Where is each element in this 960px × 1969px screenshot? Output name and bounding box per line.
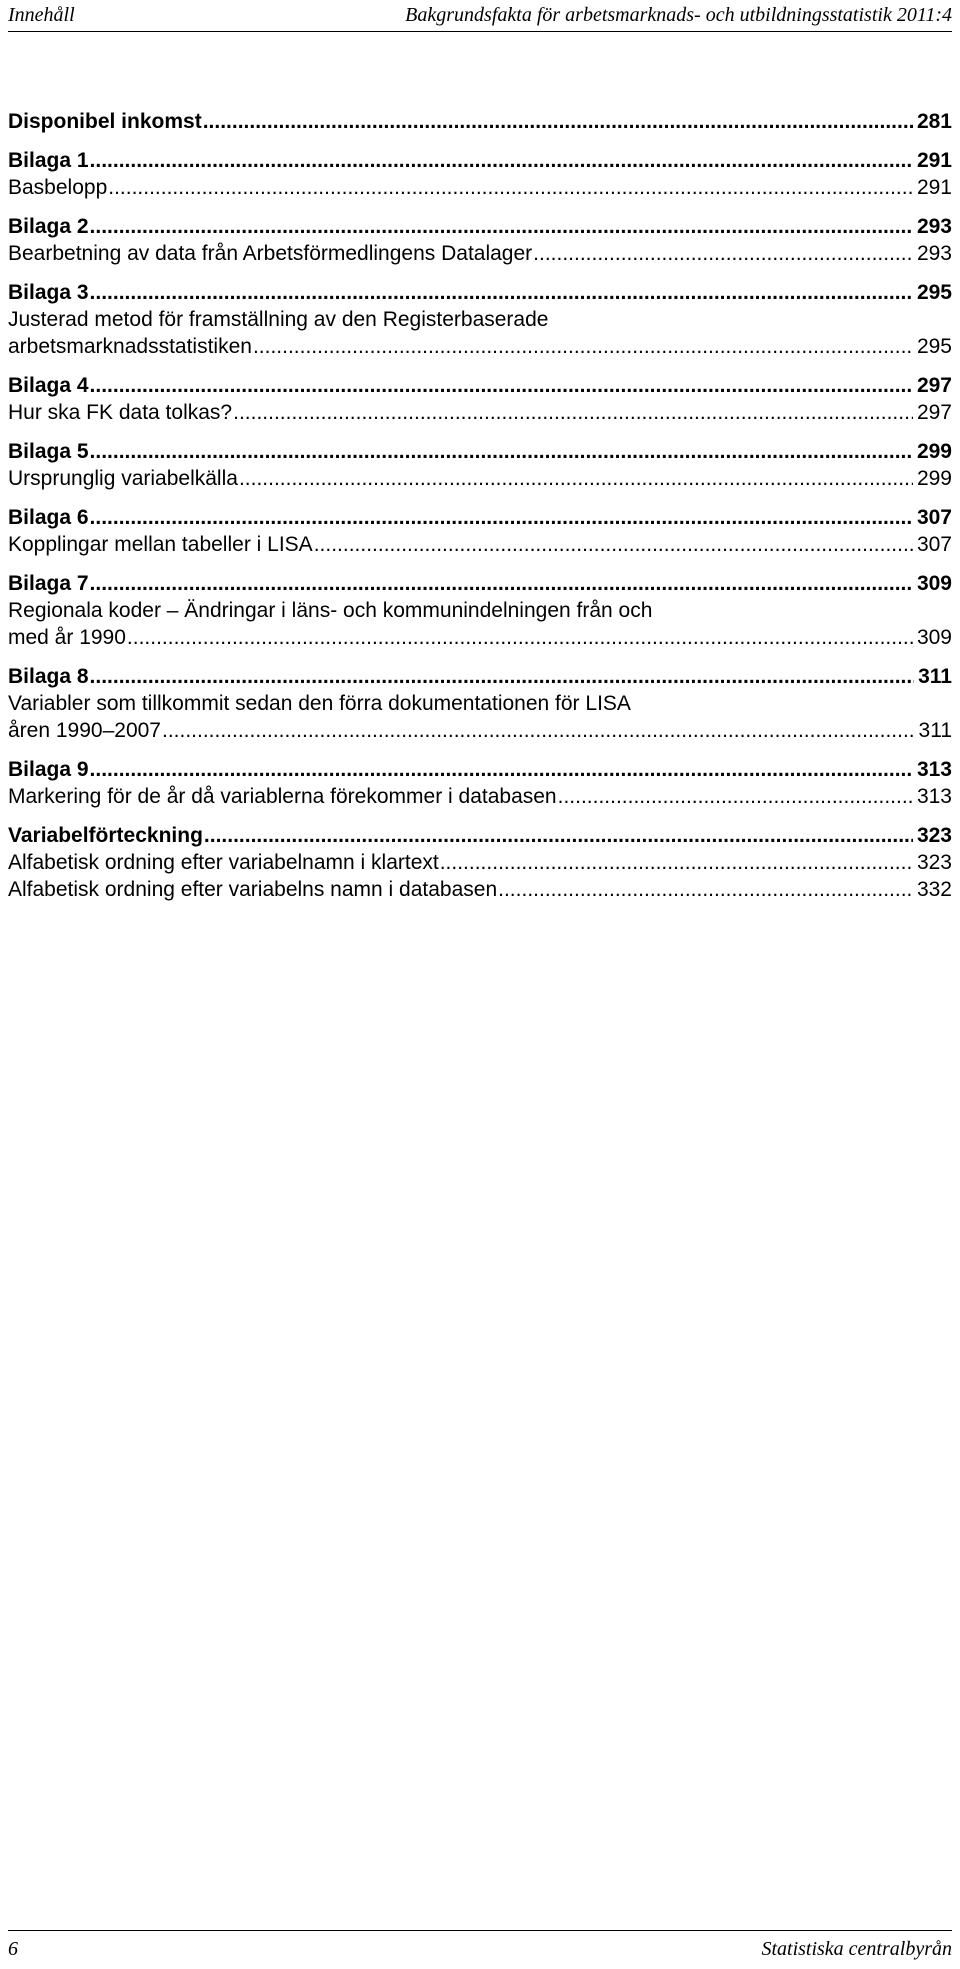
toc-entry-title-line[interactable]: Justerad metod för framställning av den Registerbaserade xyxy=(8,308,549,331)
table-of-contents xyxy=(8,108,952,903)
toc-entry-page: 293 xyxy=(913,240,952,267)
toc-entry-page: 299 xyxy=(913,465,952,492)
toc-entry[interactable] xyxy=(8,663,952,690)
toc-entry-page: 291 xyxy=(913,147,952,174)
toc-entry-title: arbetsmarknadsstatistiken ..... xyxy=(8,335,253,358)
toc-entry-title: åren 1990–2007 ..... xyxy=(8,719,162,742)
page-number: 6 xyxy=(8,1938,18,1960)
toc-entry[interactable] xyxy=(8,174,952,201)
toc-entry[interactable] xyxy=(8,756,952,783)
toc-entry-page: 307 xyxy=(913,531,952,558)
toc-entry-page: 295 xyxy=(913,333,952,360)
toc-entry-title: Variabelförteckning ..... xyxy=(8,824,204,847)
toc-entry-title: Bilaga 4 ..... xyxy=(8,374,90,397)
toc-entry[interactable] xyxy=(8,783,952,810)
toc-entry[interactable] xyxy=(8,240,952,267)
toc-entry-title: Bilaga 9 ..... xyxy=(8,758,90,781)
toc-entry[interactable] xyxy=(8,399,952,426)
toc-entry-title-line[interactable]: Regionala koder – Ändringar i läns- och kommunindelningen från och xyxy=(8,599,653,622)
header-publication-title: Bakgrundsfakta för arbetsmarknads- och utbildningsstatistik 2011:4 xyxy=(405,4,952,26)
toc-entry[interactable] xyxy=(8,147,952,174)
toc-entry-page: 295 xyxy=(913,279,952,306)
toc-entry-title: Hur ska FK data tolkas? ..... xyxy=(8,401,233,424)
toc-entry-page: 293 xyxy=(913,213,952,240)
page-footer xyxy=(8,1930,952,1962)
toc-entry-page: 297 xyxy=(913,372,952,399)
toc-entry[interactable] xyxy=(8,213,952,240)
toc-entry-title: Kopplingar mellan tabeller i LISA ..... xyxy=(8,533,314,556)
toc-entry[interactable] xyxy=(8,108,952,135)
toc-entry-page: 323 xyxy=(913,822,952,849)
toc-entry[interactable] xyxy=(8,717,952,744)
toc-entry-page: 281 xyxy=(913,108,952,135)
toc-entry-page: 313 xyxy=(913,783,952,810)
toc-entry-page: 332 xyxy=(913,876,952,903)
toc-entry-title: Bilaga 8 ..... xyxy=(8,665,90,688)
toc-entry-page: 307 xyxy=(913,504,952,531)
toc-entry[interactable] xyxy=(8,438,952,465)
header-section-title: Innehåll xyxy=(8,4,75,26)
publisher-name: Statistiska centralbyrån xyxy=(761,1938,952,1960)
toc-entry-page: 313 xyxy=(913,756,952,783)
toc-entry-title: Alfabetisk ordning efter variabelnamn i klartext ..... xyxy=(8,851,440,874)
toc-entry[interactable] xyxy=(8,531,952,558)
toc-entry[interactable] xyxy=(8,504,952,531)
toc-entry-title-line[interactable]: Variabler som tillkommit sedan den förra dokumentationen för LISA xyxy=(8,692,631,715)
page-header xyxy=(8,2,952,32)
toc-entry[interactable] xyxy=(8,372,952,399)
toc-entry[interactable] xyxy=(8,849,952,876)
header-rule xyxy=(8,31,952,32)
toc-entry-title: Bilaga 3 ..... xyxy=(8,281,90,304)
toc-entry-title: Bearbetning av data från Arbetsförmedlingens Datalager ..... xyxy=(8,242,533,265)
toc-entry-title: Disponibel inkomst ..... xyxy=(8,110,203,133)
toc-entry-page: 311 xyxy=(915,717,952,744)
toc-entry-title: Bilaga 5 ..... xyxy=(8,440,90,463)
toc-entry-title: Bilaga 7 ..... xyxy=(8,572,90,595)
footer-rule xyxy=(8,1930,952,1931)
toc-entry[interactable] xyxy=(8,624,952,651)
toc-entry-page: 311 xyxy=(914,663,952,690)
toc-entry-title: Alfabetisk ordning efter variabelns namn i databasen ..... xyxy=(8,878,498,901)
toc-entry-title: Bilaga 1 ..... xyxy=(8,149,90,172)
toc-entry-title: Bilaga 2 ..... xyxy=(8,215,90,238)
toc-entry-page: 297 xyxy=(913,399,952,426)
toc-entry-page: 291 xyxy=(913,174,952,201)
toc-entry[interactable] xyxy=(8,333,952,360)
toc-entry-page: 299 xyxy=(913,438,952,465)
toc-entry[interactable] xyxy=(8,822,952,849)
toc-entry[interactable] xyxy=(8,570,952,597)
toc-entry-page: 309 xyxy=(913,624,952,651)
toc-entry[interactable] xyxy=(8,279,952,306)
toc-entry[interactable] xyxy=(8,465,952,492)
toc-entry-title: Bilaga 6 ..... xyxy=(8,506,90,529)
toc-entry-title: Markering för de år då variablerna förekommer i databasen ..... xyxy=(8,785,558,808)
toc-entry-title: Ursprunglig variabelkälla ..... xyxy=(8,467,239,490)
toc-entry-page: 323 xyxy=(913,849,952,876)
toc-entry-title: Basbelopp ..... xyxy=(8,176,108,199)
toc-entry[interactable] xyxy=(8,876,952,903)
toc-entry-title: med år 1990 ..... xyxy=(8,626,127,649)
toc-entry-page: 309 xyxy=(913,570,952,597)
